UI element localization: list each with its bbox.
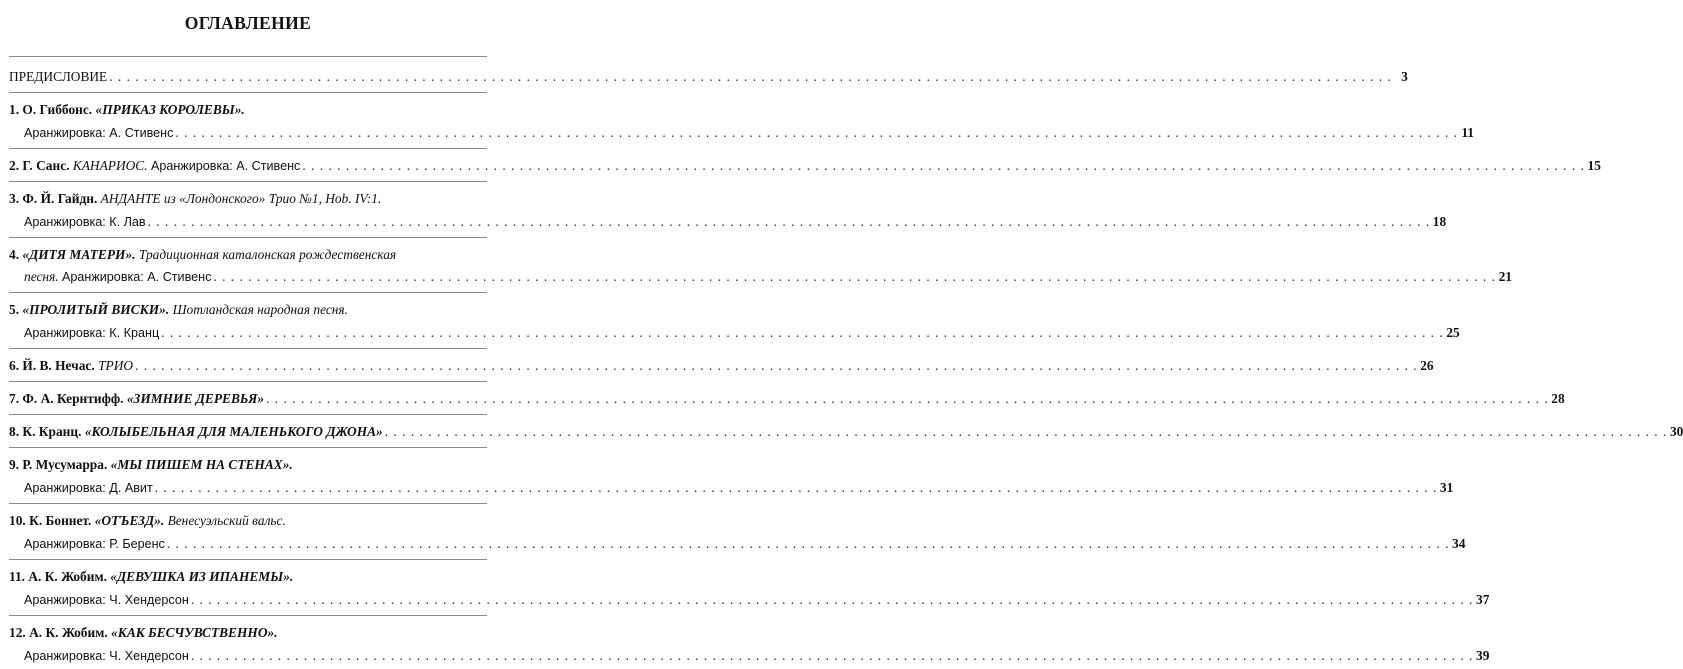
dot-leader — [302, 157, 1585, 175]
page-number: 21 — [1498, 269, 1512, 284]
entry-number: 2. — [9, 158, 20, 173]
entry-number: 5. — [9, 302, 20, 317]
toc-entry-1[interactable] — [9, 93, 1474, 148]
entry-description: Шотландская народная песня. — [172, 302, 349, 317]
entry-number: 6. — [9, 358, 20, 373]
entry-number: 10. — [9, 513, 26, 528]
toc-entry-5[interactable] — [9, 293, 1460, 348]
toc-entry-12[interactable] — [9, 616, 1490, 669]
entry-author: Г. Санс. — [22, 158, 70, 173]
page-number: 37 — [1476, 592, 1490, 607]
page-number: 18 — [1432, 214, 1447, 229]
entry-arranger: Аранжировка: А. Стивенс — [24, 126, 174, 140]
toc-entry-2[interactable] — [9, 149, 1601, 181]
entry-author: Ф. А. Кернтифф. — [22, 391, 124, 406]
page-number: 25 — [1446, 325, 1460, 340]
entry-author: О. Гиббонс. — [22, 102, 93, 117]
entry-arranger: Аранжировка: Ч. Хендерсон — [24, 593, 189, 607]
toc-entry-3[interactable] — [9, 182, 1447, 237]
entry-number: 11. — [9, 569, 25, 584]
entry-title: «ЗИМНИЕ ДЕРЕВЬЯ» — [126, 391, 265, 406]
entry-author: А. К. Жобим. — [28, 569, 107, 584]
entry-title: «КОЛЫБЕЛЬНАЯ ДЛЯ МАЛЕНЬКОГО ДЖОНА» — [84, 424, 383, 439]
page-number: 15 — [1587, 158, 1601, 173]
entry-number: 1. — [9, 102, 20, 117]
toc-title: ОГЛАВЛЕНИЕ — [184, 13, 312, 33]
dot-leader — [167, 535, 1450, 553]
entry-arranger: Аранжировка: А. Стивенс — [150, 159, 301, 173]
dot-leader — [191, 647, 1474, 665]
dot-leader — [148, 213, 1431, 231]
entry-author: Й. В. Нечас. — [22, 358, 95, 373]
entry-author: К. Кранц. — [22, 424, 82, 439]
entry-description: Венесуэльский вальс. — [167, 513, 286, 528]
dot-leader — [175, 124, 1458, 142]
entry-title: «ОТЪЕЗД». — [94, 513, 165, 528]
page-number: 28 — [1551, 391, 1565, 406]
entry-number: 12. — [9, 625, 26, 640]
preface-label: ПРЕДИСЛОВИЕ — [9, 69, 108, 84]
entry-title: «ПРИКАЗ КОРОЛЕВЫ». — [95, 102, 245, 117]
page-number: 11 — [1461, 125, 1474, 140]
dot-leader — [385, 423, 1668, 441]
entry-title: «ПРОЛИТЫЙ ВИСКИ». — [22, 302, 170, 317]
entry-number: 9. — [9, 457, 20, 472]
toc-entry-preface[interactable] — [9, 57, 1408, 92]
dot-leader — [191, 591, 1474, 609]
toc-entry-4[interactable] — [9, 238, 1512, 292]
entry-arranger: Аранжировка: Р. Беренс — [24, 537, 165, 551]
entry-arranger: Аранжировка: К. Кранц — [24, 326, 160, 340]
entry-description-cont: песня. — [24, 269, 59, 284]
dot-leader — [266, 390, 1549, 408]
page-number: 30 — [1669, 424, 1683, 439]
entry-author: К. Боннет. — [29, 513, 92, 528]
entry-title: «КАК БЕСЧУВСТВЕННО». — [111, 625, 278, 640]
toc-entry-9[interactable] — [9, 448, 1454, 503]
toc-entry-6[interactable] — [9, 349, 1434, 381]
entry-title: «ДЕВУШКА ИЗ ИПАНЕМЫ». — [110, 569, 294, 584]
entry-number: 8. — [9, 424, 20, 439]
toc-entry-8[interactable] — [9, 415, 1683, 447]
entry-title: КАНАРИОС. — [72, 158, 148, 173]
entry-arranger: Аранжировка: К. Лав — [24, 215, 146, 229]
dot-leader — [135, 357, 1418, 375]
toc-entry-7[interactable] — [9, 382, 1565, 414]
entry-title: «ДИТЯ МАТЕРИ». — [22, 247, 136, 262]
entry-description: Традиционная каталонская рождественская — [138, 247, 397, 262]
entry-number: 7. — [9, 391, 20, 406]
entry-author: Ф. Й. Гайдн. — [22, 191, 98, 206]
toc-entry-11[interactable] — [9, 560, 1490, 615]
entry-title: «МЫ ПИШЕМ НА СТЕНАХ». — [110, 457, 293, 472]
dot-leader — [109, 68, 1392, 86]
entry-arranger: Аранжировка: Д. Авит — [24, 481, 153, 495]
page-number: 31 — [1439, 480, 1454, 495]
page-number: 34 — [1452, 536, 1466, 551]
page-number: 39 — [1476, 648, 1490, 663]
entry-author: Р. Мусумарра. — [22, 457, 108, 472]
entry-author: А. К. Жобим. — [29, 625, 108, 640]
entry-arranger: Аранжировка: Ч. Хендерсон — [24, 649, 189, 663]
toc-entry-10[interactable] — [9, 504, 1466, 559]
entry-title: ТРИО — [98, 358, 134, 373]
dot-leader — [155, 479, 1438, 497]
page-number: 26 — [1420, 358, 1434, 373]
dot-leader — [161, 324, 1444, 342]
entry-arranger: Аранжировка: А. Стивенс — [61, 270, 212, 284]
page-number: 3 — [1401, 69, 1408, 84]
entry-number: 4. — [9, 247, 20, 262]
entry-number: 3. — [9, 191, 20, 206]
entry-title: АНДАНТЕ из «Лондонского» Трио №1, Hob. IV:1. — [100, 191, 382, 206]
dot-leader — [213, 268, 1496, 286]
